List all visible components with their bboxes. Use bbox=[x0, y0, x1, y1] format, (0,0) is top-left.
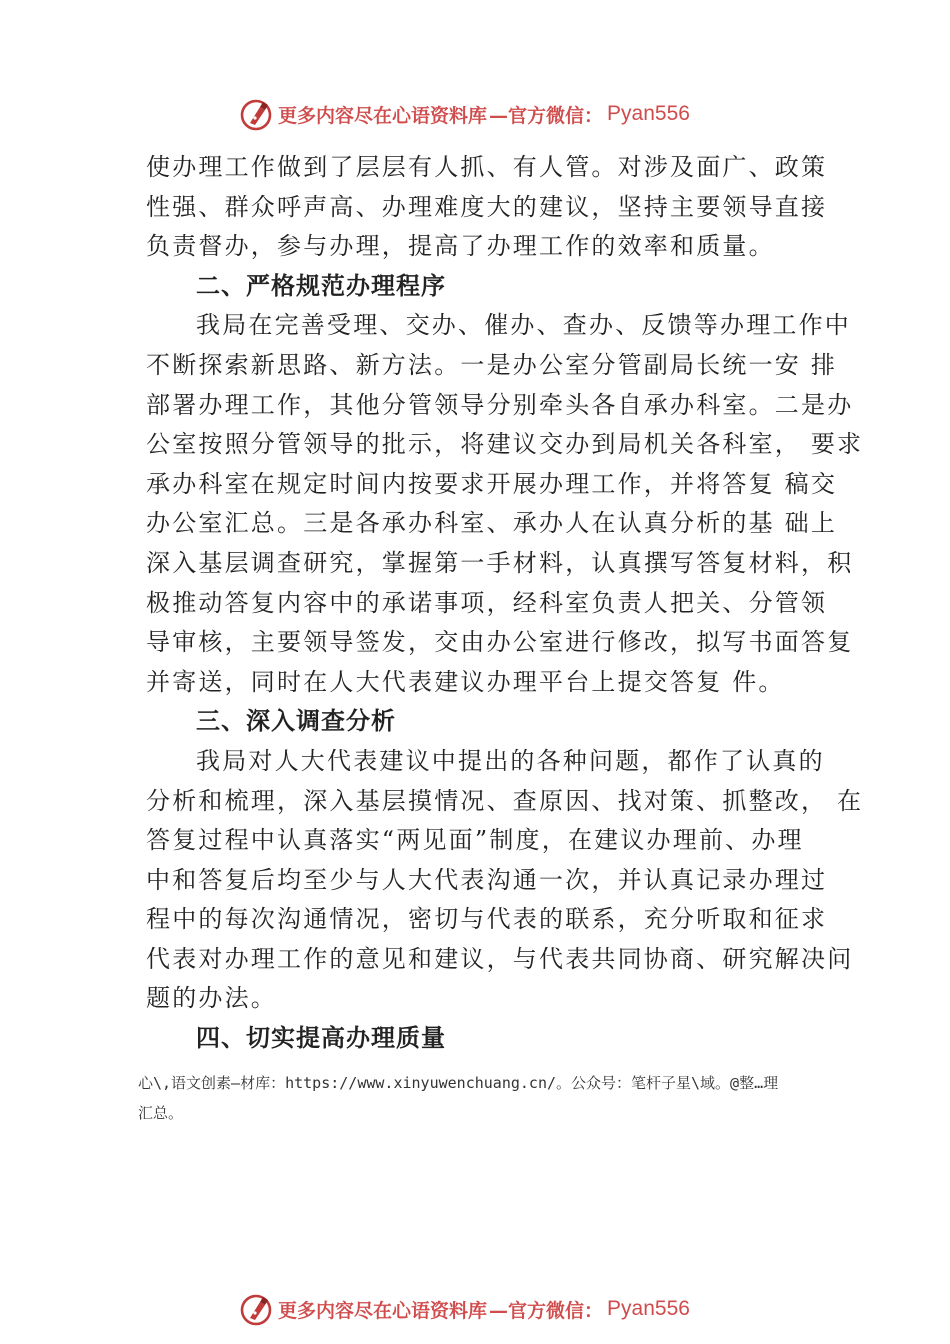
banner-wechat-id: Pyan556 bbox=[607, 102, 690, 125]
paragraph-3-line: 答复过程中认真落实“两见面”制度，在建议办理前、办理 bbox=[146, 826, 804, 855]
section-heading-3: 三、深入调查分析 bbox=[196, 707, 396, 736]
footer-banner-title: 更多内容尽在心语资料库 bbox=[278, 1299, 488, 1322]
paragraph-1-line: 使办理工作做到了层层有人抓、有人管。对涉及面广、政策 bbox=[146, 153, 828, 181]
paragraph-2-line: 并寄送，同时在人大代表建议办理平台上提交答复 件。 bbox=[146, 667, 785, 696]
section-heading-4: 四、切实提高办理质量 bbox=[196, 1024, 446, 1053]
pen-nib-logo-icon bbox=[238, 96, 274, 132]
paragraph-3-line: 题的办法。 bbox=[146, 984, 277, 1013]
footnote-line-1: 心\,语文创素—材库：https://www.xinyuwenchuang.cn/。公众号：笔杆子星\域。@整…理 bbox=[138, 1074, 779, 1092]
footnote-line-2: 汇总。 bbox=[138, 1104, 184, 1122]
paragraph-3-line: 我局对人大代表建议中提出的各种问题，都作了认真的 bbox=[196, 746, 825, 775]
section-heading-2: 二、严格规范办理程序 bbox=[196, 271, 446, 300]
paragraph-3-line: 代表对办理工作的意见和建议，与代表共同协商、研究解决问 bbox=[146, 944, 854, 973]
paragraph-2-line: 极推动答复内容中的承诺事项，经科室负责人把关、分管领 bbox=[146, 588, 828, 617]
paragraph-3-line: 程中的每次沟通情况，密切与代表的联系，充分听取和征求 bbox=[146, 905, 828, 934]
header-banner bbox=[238, 94, 690, 134]
banner-official-label: —官方微信： bbox=[489, 104, 604, 127]
footer-banner-official-label: —官方微信： bbox=[489, 1299, 604, 1322]
paragraph-2-line: 公室按照分管领导的批示，将建议交办到局机关各科室， 要求 bbox=[146, 430, 864, 459]
paragraph-2-line: 部署办理工作，其他分管领导分别牵头各自承办科室。二是办 bbox=[146, 390, 854, 419]
paragraph-2-line: 办公室汇总。三是各承办科室、承办人在认真分析的基 础上 bbox=[146, 509, 838, 538]
footnote bbox=[138, 1068, 838, 1128]
paragraph-2-line: 不断探索新思路、新方法。一是办公室分管副局长统一安 排 bbox=[146, 350, 838, 379]
paragraph-2-line: 深入基层调查研究，掌握第一手材料，认真撰写答复材料，积 bbox=[146, 548, 854, 577]
paragraph-1-line: 性强、群众呼声高、办理难度大的建议，坚持主要领导直接 bbox=[146, 192, 828, 221]
footer-banner-wechat-id: Pyan556 bbox=[607, 1297, 690, 1320]
banner-title: 更多内容尽在心语资料库 bbox=[278, 104, 488, 127]
paragraph-1-line: 负责督办，参与办理，提高了办理工作的效率和质量。 bbox=[146, 232, 775, 261]
paragraph-2-line: 我局在完善受理、交办、催办、查办、反馈等办理工作中 bbox=[196, 311, 851, 340]
paragraph-3-line: 中和答复后均至少与人大代表沟通一次，并认真记录办理过 bbox=[146, 865, 828, 894]
paragraph-3-line: 分析和梳理，深入基层摸情况、查原因、找对策、抓整改， 在 bbox=[146, 786, 864, 815]
pen-nib-logo-icon bbox=[238, 1291, 274, 1327]
paragraph-2-line: 承办科室在规定时间内按要求开展办理工作，并将答复 稿交 bbox=[146, 469, 838, 498]
footer-banner bbox=[238, 1289, 690, 1329]
document-body bbox=[146, 148, 864, 1059]
paragraph-2-line: 导审核，主要领导签发，交由办公室进行修改，拟写书面答复 bbox=[146, 628, 854, 657]
